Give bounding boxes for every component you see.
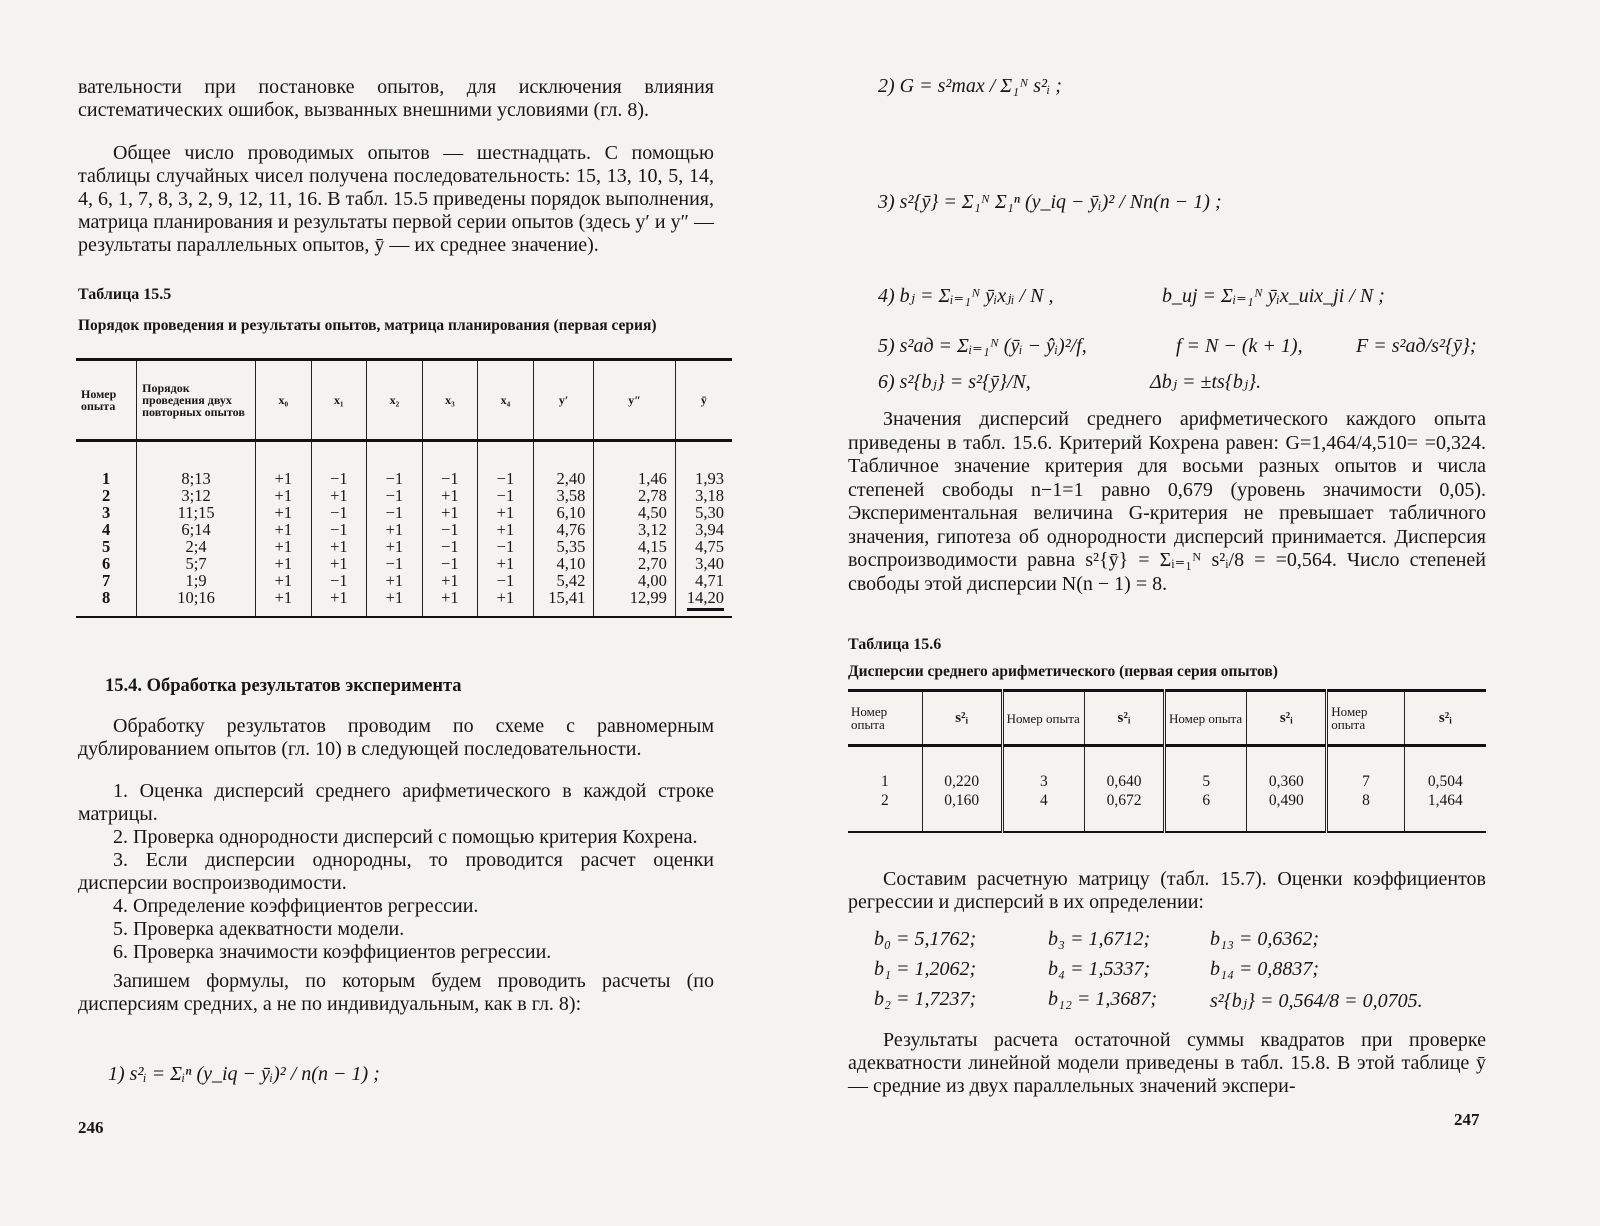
paragraph: Составим расчетную матрицу (табл. 15.7). Оценки коэффициентов регрессии и дисперсий в их определении:: [848, 868, 1486, 913]
table-cell: 4: [1002, 791, 1084, 832]
table-cell: −1: [367, 555, 423, 572]
column-header: s²ᵢ: [922, 691, 1002, 746]
table-cell: −1: [367, 441, 423, 488]
table-cell: 3,12: [594, 521, 675, 538]
column-header: x₄: [478, 360, 534, 441]
table-cell: +1: [311, 555, 367, 572]
formula-5b: f = N − (k + 1),: [1176, 335, 1303, 357]
table-cell: +1: [478, 504, 534, 521]
table-cell: 4,50: [594, 504, 675, 521]
paragraph: Значения дисперсий среднего арифметического каждого опыта приведены в табл. 15.6. Критерий Кохрена равен: G=1,464/4,510= =0,324. Табличное значение критерия для восьми разных опытов и числа степеней свободы n−1=1 равно 0,679 (уровень значимости 0,05). Экспериментальная величина G-критерия не превышает табличного значения, гипотеза об однородности дисперсий принимается. Дисперсия воспроизводимости равна s²{ȳ} = Σᵢ₌₁ᴺ s²ᵢ/8 = =0,564. Число степеней свободы этой дисперсии N(n − 1) = 8.: [848, 408, 1486, 595]
table-cell: 1;9: [137, 572, 256, 589]
coefficient: s²{bⱼ} = 0,564/8 = 0,0705.: [1210, 990, 1423, 1012]
table-cell: 7: [101, 571, 111, 590]
table-cell: 1: [101, 469, 111, 488]
table-row: [76, 441, 732, 488]
table-cell: 6;14: [137, 521, 256, 538]
table-cell: 2,70: [594, 555, 675, 572]
table-cell: 4,10: [533, 555, 594, 572]
table-cell: 0,360: [1247, 746, 1327, 792]
table-cell: 0,504: [1404, 746, 1486, 792]
table-row: [76, 487, 732, 504]
table-cell: 6: [101, 554, 111, 573]
table-cell: −1: [478, 538, 534, 555]
table-cell: 4,76: [533, 521, 594, 538]
table-cell: +1: [256, 589, 312, 617]
table-cell: 15,41: [533, 589, 594, 617]
table-cell: +1: [422, 487, 478, 504]
table-cell: 1,93: [675, 441, 732, 488]
table-row: [76, 572, 732, 589]
column-header: x₁: [311, 360, 367, 441]
table-cell: −1: [311, 504, 367, 521]
table-cell: 3: [101, 503, 111, 522]
formula-4b: b_uj = Σᵢ₌₁ᴺ ȳᵢx_uix_ji / N ;: [1162, 285, 1385, 307]
formula-5a: 5) s²ад = Σᵢ₌₁ᴺ (ȳᵢ − ŷᵢ)²/f,: [878, 335, 1087, 357]
table-cell: 2: [848, 791, 922, 832]
table-cell: 0,490: [1247, 791, 1327, 832]
table-cell: +1: [478, 589, 534, 617]
table-cell: +1: [367, 572, 423, 589]
table-cell: 3,18: [675, 487, 732, 504]
table-cell: 6,10: [533, 504, 594, 521]
table-cell: −1: [311, 572, 367, 589]
table-cell: 7: [1327, 746, 1404, 792]
table-cell: 5: [1164, 746, 1246, 792]
column-header: y′: [533, 360, 594, 441]
table-cell: 3,58: [533, 487, 594, 504]
table-cell: +1: [256, 555, 312, 572]
section-title: 15.4. Обработка результатов эксперимента: [105, 676, 462, 696]
paragraph: Обработку результатов проводим по схеме с равномерным дублированием опытов (гл. 10) в следующей последовательности.: [78, 715, 714, 760]
formula-6b: Δbⱼ = ±ts{bⱼ}.: [1150, 371, 1262, 393]
table-label: Таблица 15.6: [848, 636, 942, 653]
table-cell: +1: [367, 589, 423, 617]
right-page: [800, 0, 1600, 1226]
page-number: 247: [1454, 1110, 1480, 1129]
column-header: s²ᵢ: [1404, 691, 1486, 746]
formula-1: 1) s²ᵢ = Σᵢⁿ (y_iq − ȳᵢ)² / n(n − 1) ;: [108, 1063, 380, 1085]
table-cell: 4,00: [594, 572, 675, 589]
list-item: 4. Определение коэффициентов регрессии.: [113, 895, 479, 917]
table-row: [76, 555, 732, 572]
coefficient: b₂ = 1,7237;: [874, 988, 977, 1010]
table-cell: 2: [101, 486, 111, 505]
table-row: [76, 521, 732, 538]
table-cell: −1: [478, 441, 534, 488]
table-cell: 3;12: [137, 487, 256, 504]
table-cell: −1: [367, 487, 423, 504]
column-header: Порядок проведения двух повторных опытов: [137, 360, 256, 441]
table-cell: +1: [422, 504, 478, 521]
column-header: x₂: [367, 360, 423, 441]
table-cell: 0,672: [1085, 791, 1165, 832]
table-cell: +1: [311, 538, 367, 555]
coefficient: b₁₃ = 0,6362;: [1210, 928, 1320, 950]
coefficient: b₁ = 1,2062;: [874, 958, 977, 980]
paragraph: вательности при постановке опытов, для исключения влияния систематических ошибок, вызванных внешними условиями (гл. 8).: [78, 76, 714, 121]
table-cell: +1: [256, 487, 312, 504]
table-cell: 3: [1002, 746, 1084, 792]
table-cell: +1: [256, 538, 312, 555]
list-item: 5. Проверка адекватности модели.: [113, 918, 405, 940]
table-row: [76, 538, 732, 555]
page-number: 246: [78, 1118, 104, 1137]
table-cell: +1: [256, 441, 312, 488]
table-cell: +1: [256, 572, 312, 589]
column-header: s²ᵢ: [1085, 691, 1165, 746]
column-header: Номер опыта: [848, 691, 922, 746]
coefficient: b₃ = 1,6712;: [1048, 928, 1151, 950]
table-cell: −1: [478, 487, 534, 504]
table-cell: 11;15: [137, 504, 256, 521]
formula-4a: 4) bⱼ = Σᵢ₌₁ᴺ ȳᵢxⱼᵢ / N ,: [878, 285, 1054, 307]
table-cell: 5,42: [533, 572, 594, 589]
table-cell: 10;16: [137, 589, 256, 617]
table-cell: 5,35: [533, 538, 594, 555]
column-header: x₀: [256, 360, 312, 441]
table-cell: +1: [311, 487, 367, 504]
table-cell: 5,30: [675, 504, 732, 521]
table-title: Порядок проведения и результаты опытов, матрица планирования (первая серия): [78, 317, 657, 334]
table-cell: 1,464: [1404, 791, 1486, 832]
coefficient: b₀ = 5,1762;: [874, 928, 977, 950]
table-cell: −1: [478, 572, 534, 589]
table-cell: 2,40: [533, 441, 594, 488]
table-cell: +1: [422, 589, 478, 617]
formula-3: 3) s²{ȳ} = Σ₁ᴺ Σ₁ⁿ (y_iq − ȳᵢ)² / Nn(n − 1) ;: [878, 191, 1222, 213]
table-row: [76, 589, 732, 617]
column-header: Номер опыта: [76, 360, 137, 441]
table-title: Дисперсии среднего арифметического (первая серия опытов): [848, 663, 1278, 680]
table-cell: −1: [422, 538, 478, 555]
table-cell: 8;13: [137, 441, 256, 488]
table-cell: 6: [1164, 791, 1246, 832]
formula-5c: F = s²ад/s²{ȳ};: [1356, 335, 1477, 357]
coefficient: b₁₄ = 0,8837;: [1210, 958, 1320, 980]
table-cell: 3,40: [675, 555, 732, 572]
column-header: Номер опыта: [1164, 691, 1246, 746]
table-15-5: [76, 358, 732, 618]
table-cell: +1: [256, 504, 312, 521]
table-cell: −1: [422, 521, 478, 538]
paragraph: Запишем формулы, по которым будем проводить расчеты (по дисперсиям средних, а не по индивидуальным, как в гл. 8):: [78, 970, 714, 1015]
table-cell: 0,160: [922, 791, 1002, 832]
table-cell: +1: [367, 521, 423, 538]
table-cell: −1: [311, 441, 367, 488]
table-cell: 4: [101, 520, 111, 539]
table-cell: +1: [256, 521, 312, 538]
formula-6a: 6) s²{bⱼ} = s²{ȳ}/N,: [878, 371, 1031, 393]
table-cell: 5;7: [137, 555, 256, 572]
table-cell: 0,640: [1085, 746, 1165, 792]
column-header: Номер опыта: [1327, 691, 1404, 746]
paragraph: Результаты расчета остаточной суммы квадратов при проверке адекватности линейной модели приведены в табл. 15.8. В этой таблице ȳ — средние из двух параллельных значений экспери-: [848, 1029, 1486, 1097]
coefficient: b₄ = 1,5337;: [1048, 958, 1151, 980]
table-cell: +1: [478, 555, 534, 572]
table-cell: 1: [881, 773, 889, 790]
table-cell: +1: [422, 572, 478, 589]
table-cell: +1: [311, 589, 367, 617]
table-cell: −1: [311, 521, 367, 538]
list-item: 1. Оценка дисперсий среднего арифметического в каждой строке матрицы.: [78, 780, 714, 825]
table-cell: 4,75: [675, 538, 732, 555]
table-cell-value: 14,20: [687, 588, 724, 611]
table-cell: [675, 589, 732, 617]
table-cell: +1: [367, 538, 423, 555]
table-cell: 5: [101, 537, 111, 556]
table-cell: 4,15: [594, 538, 675, 555]
column-header: Номер опыта: [1002, 691, 1084, 746]
table-cell: −1: [422, 555, 478, 572]
list-item: 6. Проверка значимости коэффициентов регрессии.: [113, 941, 552, 963]
table-cell: 0,220: [922, 746, 1002, 792]
steps-list: [78, 780, 714, 964]
table-cell: 12,99: [594, 589, 675, 617]
table-cell: 8: [76, 589, 137, 617]
table-label: Таблица 15.5: [78, 286, 172, 303]
table-15-6: [848, 689, 1486, 833]
list-item: 3. Если дисперсии однородны, то проводится расчет оценки дисперсии воспроизводимости.: [78, 849, 714, 894]
formula-2: 2) G = s²max / Σ₁ᴺ s²ᵢ ;: [878, 75, 1062, 97]
table-cell: 3,94: [675, 521, 732, 538]
table-cell: 4,71: [675, 572, 732, 589]
table-row: [848, 746, 1486, 792]
column-header: y″: [594, 360, 675, 441]
table-row: [848, 791, 1486, 832]
table-cell: 1,46: [594, 441, 675, 488]
table-cell: 2,78: [594, 487, 675, 504]
column-header: ȳ: [675, 360, 732, 441]
table-cell: +1: [478, 521, 534, 538]
table-cell: −1: [367, 504, 423, 521]
coefficient: b₁₂ = 1,3687;: [1048, 988, 1158, 1010]
table-row: [76, 504, 732, 521]
column-header: x₃: [422, 360, 478, 441]
table-cell: 2;4: [137, 538, 256, 555]
table-cell: 8: [1327, 791, 1404, 832]
paragraph: Общее число проводимых опытов — шестнадцать. С помощью таблицы случайных чисел получена последовательность: 15, 13, 10, 5, 14, 4, 6, 1, 7, 8, 3, 2, 9, 12, 11, 16. В табл. 15.5 приведены порядок выполнения, матрица планирования и результаты первой серии опытов (здесь y′ и y″ — результаты параллельных опытов, ȳ — их среднее значение).: [78, 142, 714, 256]
column-header: s²ᵢ: [1247, 691, 1327, 746]
table-cell: −1: [422, 441, 478, 488]
list-item: 2. Проверка однородности дисперсий с помощью критерия Кохрена.: [113, 826, 698, 848]
